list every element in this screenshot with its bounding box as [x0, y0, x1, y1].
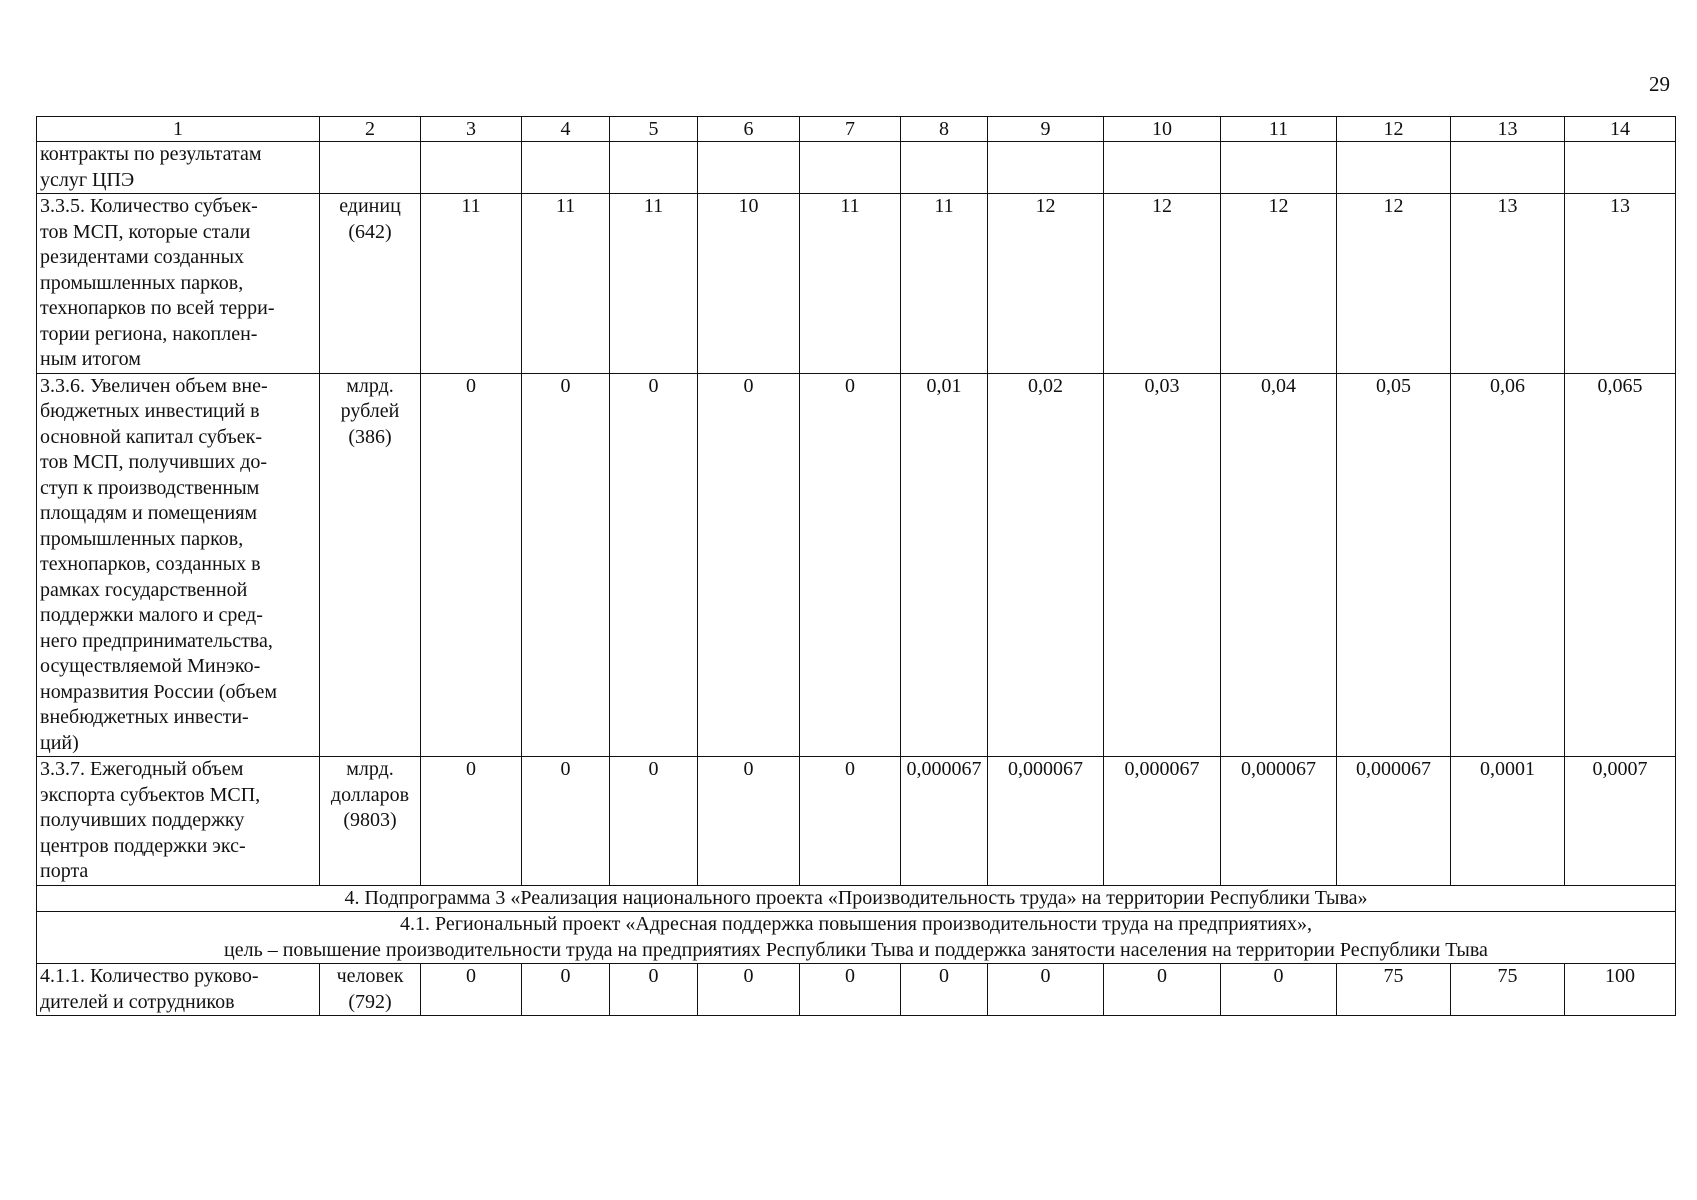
value-cell: 0	[1104, 964, 1221, 1016]
column-number: 14	[1565, 117, 1676, 142]
indicator-name-line: поддержки малого и сред-	[40, 604, 263, 626]
value-cell: 75	[1337, 964, 1451, 1016]
indicator-name-line: получивших поддержку	[40, 809, 245, 831]
value-cell: 0,03	[1104, 373, 1221, 757]
value-cell: 0	[610, 964, 698, 1016]
table-row	[37, 142, 1676, 194]
value-cell: 0	[698, 373, 800, 757]
value-cell	[1221, 142, 1337, 194]
unit-line: рублей	[340, 400, 400, 422]
value-cell: 0	[698, 757, 800, 886]
value-cell: 0,06	[1451, 373, 1565, 757]
value-cell: 0,000067	[1221, 757, 1337, 886]
unit-line: (792)	[348, 990, 392, 1013]
indicator-name-line: осуществляемой Минэко-	[40, 655, 261, 677]
column-number: 5	[610, 117, 698, 142]
column-number: 12	[1337, 117, 1451, 142]
value-cell	[421, 142, 522, 194]
unit-of-measure	[320, 757, 421, 886]
column-number: 6	[698, 117, 800, 142]
section-heading: 4. Подпрограмма 3 «Реализация национального проекта «Производительность труда» на территории Республики Тыва»	[37, 885, 1676, 912]
value-cell: 0	[522, 964, 610, 1016]
indicator-name-line: ступ к производственным	[40, 476, 260, 499]
indicator-name-line: 3.3.7. Ежегодный объем	[40, 758, 244, 780]
indicator-name-line: площадям и помещениям	[40, 502, 258, 524]
indicator-name-line: 3.3.5. Количество субъек-	[40, 195, 258, 217]
value-cell	[698, 142, 800, 194]
value-cell: 0,000067	[1337, 757, 1451, 886]
page-number: 29	[1649, 72, 1670, 96]
indicator-name-line: порта	[40, 860, 89, 882]
value-cell: 0,0001	[1451, 757, 1565, 886]
unit-line: долларов	[330, 783, 410, 806]
value-cell: 11	[800, 194, 901, 374]
column-number: 9	[988, 117, 1104, 142]
indicator-name-line: дителей и сотрудников	[40, 990, 235, 1013]
subsection-heading	[37, 912, 1676, 964]
value-cell	[1565, 142, 1676, 194]
indicator-name-line: внебюджетных инвести-	[40, 706, 249, 728]
value-cell	[988, 142, 1104, 194]
value-cell: 0	[988, 964, 1104, 1016]
value-cell	[610, 142, 698, 194]
section-row	[37, 885, 1676, 912]
unit-of-measure	[320, 194, 421, 374]
section-row	[37, 912, 1676, 964]
unit-line: (386)	[348, 425, 392, 448]
value-cell: 0	[800, 757, 901, 886]
value-cell: 0,02	[988, 373, 1104, 757]
value-cell: 12	[1221, 194, 1337, 374]
value-cell: 0,01	[901, 373, 988, 757]
indicator-name-line: тов МСП, получивших до-	[40, 451, 268, 473]
indicator-name-line: тории региона, накоплен-	[40, 322, 258, 345]
value-cell: 0	[1221, 964, 1337, 1016]
value-cell: 13	[1451, 194, 1565, 374]
indicator-name-line: услуг ЦПЭ	[40, 168, 135, 191]
value-cell: 0	[421, 373, 522, 757]
value-cell: 11	[610, 194, 698, 374]
indicator-name-line: 4.1.1. Количество руково-	[40, 965, 259, 987]
value-cell: 12	[988, 194, 1104, 374]
unit-of-measure	[320, 373, 421, 757]
value-cell: 0	[610, 373, 698, 757]
value-cell: 0	[522, 757, 610, 886]
table-row	[37, 194, 1676, 374]
value-cell: 75	[1451, 964, 1565, 1016]
value-cell: 11	[421, 194, 522, 374]
value-cell: 0,05	[1337, 373, 1451, 757]
indicator-name	[37, 142, 320, 194]
value-cell: 13	[1565, 194, 1676, 374]
table-row	[37, 964, 1676, 1016]
indicator-name-line: ным итогом	[40, 348, 141, 370]
value-cell: 0	[901, 964, 988, 1016]
indicator-name-line: экспорта субъектов МСП,	[40, 783, 261, 806]
indicator-name-line: 3.3.6. Увеличен объем вне-	[40, 374, 268, 397]
indicator-name-line: номразвития России (объем	[40, 680, 278, 703]
indicators-table	[36, 116, 1676, 1016]
indicator-name-line: технопарков, созданных в	[40, 553, 261, 575]
value-cell: 0	[610, 757, 698, 886]
indicator-name	[37, 194, 320, 374]
column-number: 13	[1451, 117, 1565, 142]
value-cell	[901, 142, 988, 194]
unit-line: (9803)	[343, 809, 397, 831]
value-cell	[800, 142, 901, 194]
unit-of-measure	[320, 964, 421, 1016]
value-cell	[1451, 142, 1565, 194]
value-cell: 12	[1104, 194, 1221, 374]
value-cell: 0	[800, 964, 901, 1016]
subsection-heading-line: 4.1. Региональный проект «Адресная поддержка повышения производительности труда на предприятиях»,	[400, 913, 1312, 935]
unit-line: (642)	[348, 220, 392, 243]
indicator-name-line: технопарков по всей терри-	[40, 297, 275, 319]
value-cell: 0,000067	[1104, 757, 1221, 886]
unit-line: человек	[336, 965, 404, 987]
column-number: 3	[421, 117, 522, 142]
unit-of-measure	[320, 142, 421, 194]
indicator-name-line: промышленных парков,	[40, 271, 244, 294]
unit-line: млрд.	[346, 758, 394, 780]
value-cell	[1104, 142, 1221, 194]
unit-line: единиц	[339, 195, 401, 217]
column-number: 7	[800, 117, 901, 142]
value-cell: 0,04	[1221, 373, 1337, 757]
value-cell: 100	[1565, 964, 1676, 1016]
indicator-name-line: тов МСП, которые стали	[40, 220, 251, 243]
value-cell: 0,0007	[1565, 757, 1676, 886]
value-cell: 0,000067	[901, 757, 988, 886]
column-number: 8	[901, 117, 988, 142]
value-cell: 0	[522, 373, 610, 757]
indicator-name-line: резидентами созданных	[40, 246, 245, 268]
value-cell: 0	[421, 757, 522, 886]
column-number: 10	[1104, 117, 1221, 142]
value-cell: 0	[698, 964, 800, 1016]
indicator-name-line: промышленных парков,	[40, 527, 244, 550]
unit-line: млрд.	[346, 374, 394, 397]
subsection-heading-line: цель – повышение производительности труда на предприятиях Республики Тыва и поддержка занятости населения на территории Республики Тыва	[224, 938, 1488, 961]
value-cell	[1337, 142, 1451, 194]
indicator-name-line: бюджетных инвестиций в	[40, 400, 260, 422]
value-cell: 0,065	[1565, 373, 1676, 757]
indicator-name-line: основной капитал субъек-	[40, 425, 263, 448]
indicator-name-line: контракты по результатам	[40, 143, 262, 165]
indicator-name-line: него предпринимательства,	[40, 629, 273, 652]
indicator-name-line: центров поддержки экс-	[40, 834, 246, 857]
indicator-name-line: рамках государственной	[40, 578, 248, 601]
value-cell: 12	[1337, 194, 1451, 374]
indicator-name-line: ций)	[40, 731, 79, 754]
column-number: 2	[320, 117, 421, 142]
value-cell: 10	[698, 194, 800, 374]
value-cell: 0,000067	[988, 757, 1104, 886]
column-number: 4	[522, 117, 610, 142]
indicator-name	[37, 373, 320, 757]
indicator-name	[37, 757, 320, 886]
indicator-name	[37, 964, 320, 1016]
value-cell: 0	[421, 964, 522, 1016]
table-row	[37, 373, 1676, 757]
value-cell: 0	[800, 373, 901, 757]
table-row	[37, 757, 1676, 886]
column-number: 11	[1221, 117, 1337, 142]
value-cell: 11	[522, 194, 610, 374]
value-cell: 11	[901, 194, 988, 374]
value-cell	[522, 142, 610, 194]
column-number: 1	[37, 117, 320, 142]
column-number-row	[37, 117, 1676, 142]
